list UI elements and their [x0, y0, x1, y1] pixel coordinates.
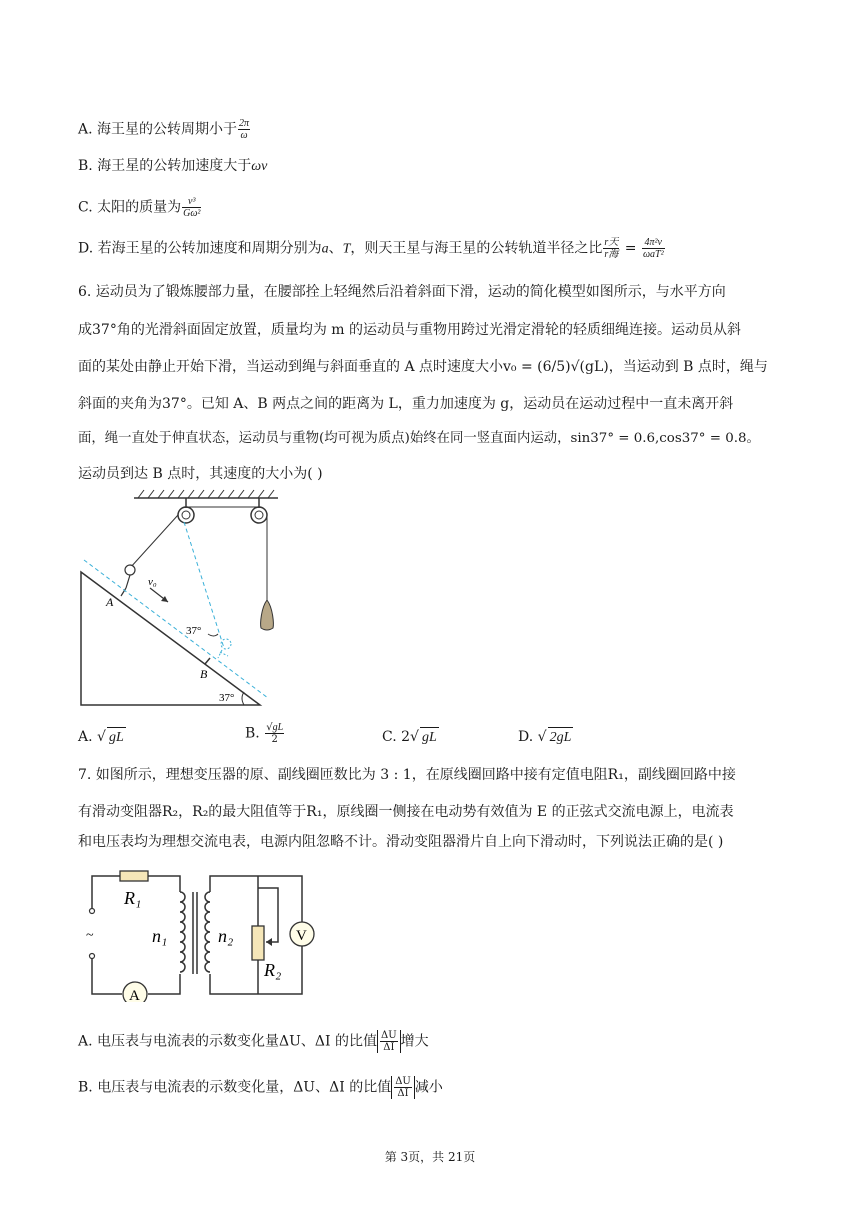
- q7-line-2: 有滑动变阻器R₂，R₂的最大阻值等于R₁，原线圈一侧接在电动势有效值为 E 的正弦式交流电源上，电流表: [78, 804, 734, 820]
- q5-option-d: [78, 237, 666, 260]
- q7-option-a: [78, 1030, 429, 1053]
- label-ammeter: A: [129, 988, 140, 1002]
- label-angle-rope: 37°: [186, 625, 202, 637]
- frac-den: ΔI: [397, 1088, 409, 1099]
- option-radicand: gL: [107, 727, 126, 748]
- q7-circuit-figure: [78, 862, 338, 1002]
- q7-option-b: [78, 1076, 443, 1099]
- frac-num: ΔU: [395, 1076, 411, 1087]
- q6-option-d: D. √ 2gL: [518, 727, 573, 748]
- option-key: D.: [518, 729, 534, 745]
- separator: 、: [328, 240, 343, 257]
- q6-option-a: A. √ gL: [78, 727, 126, 748]
- frac-den: ωaT²: [642, 249, 664, 260]
- q5-option-c: [78, 196, 202, 219]
- q6-option-b: [245, 722, 285, 745]
- option-coefficient: 2: [401, 729, 411, 745]
- q5-option-a-text: A. 海王星的公转周期小于: [78, 121, 238, 138]
- frac-den: r海: [604, 249, 619, 260]
- label-voltmeter: V: [296, 928, 307, 944]
- q6-line-4: 斜面的夹角为37°。已知 A、B 两点之间的距离为 L，重力加速度为 g，运动员在运动过程中一直未离开斜: [78, 396, 734, 412]
- q5-option-a: [78, 118, 251, 141]
- q7-option-b-text: B. 电压表与电流表的示数变化量，ΔU、ΔI 的比值: [78, 1079, 392, 1096]
- frac-den: Gω²: [183, 208, 201, 219]
- frac-num: 2π: [239, 118, 250, 129]
- frac-den: ΔI: [383, 1042, 395, 1053]
- frac-num: 4π²v: [642, 237, 665, 249]
- q7-option-a-tail: 增大: [400, 1033, 429, 1050]
- q6-line-3: 面的某处由静止开始下滑，当运动到绳与斜面垂直的 A 点时速度大小v₀ = (6/5)√(gL)，当运动到 B 点时，绳与: [78, 359, 768, 375]
- frac-den: 2: [271, 734, 278, 745]
- frac-num: v³: [182, 196, 201, 208]
- ratio-rhs: [642, 237, 665, 260]
- q5-option-c-fraction: [182, 196, 201, 219]
- q7-line-1: 7. 如图所示，理想变压器的原、副线圈匝数比为 3 : 1，在原线圈回路中接有定值电阻R₁，副线圈回路中接: [78, 767, 736, 783]
- option-radicand: gL: [420, 727, 439, 748]
- label-angle-incline: 37°: [219, 692, 235, 704]
- option-b-fraction: $\frac{√gL}{2}$: [266, 722, 284, 745]
- label-n1: n₁: [152, 926, 168, 946]
- q6-line-2: 成37°角的光滑斜面固定放置，质量均为 m 的运动员与重物用跨过光滑定滑轮的轻质细绳连接。运动员从斜: [78, 322, 741, 338]
- symbol-t: T: [342, 241, 351, 257]
- q7-option-b-tail: 减小: [414, 1079, 443, 1096]
- label-r1: R₁: [124, 888, 142, 908]
- option-key: A.: [78, 729, 93, 745]
- q7-option-b-fraction: [394, 1076, 412, 1099]
- q5-option-c-text: C. 太阳的质量为: [78, 199, 182, 216]
- q5-option-a-fraction: [238, 118, 250, 141]
- q5-option-b-expr: ωv: [251, 159, 268, 174]
- label-r2: R₂: [264, 960, 282, 980]
- q6-line-6: 运动员到达 B 点时，其速度的大小为( ): [78, 466, 323, 482]
- label-a: A: [106, 595, 114, 609]
- q6-line-1: 6. 运动员为了锻炼腰部力量，在腰部拴上轻绳然后沿着斜面下滑，运动的简化模型如图所示，与水平方向: [78, 284, 726, 300]
- symbol-a: a: [321, 241, 329, 257]
- frac-num: r天: [604, 237, 619, 248]
- frac-num: ΔU: [381, 1030, 397, 1041]
- label-b: B: [200, 667, 208, 681]
- option-radicand: 2gL: [548, 727, 574, 748]
- option-key: C.: [382, 729, 397, 745]
- label-v0: v₀: [148, 576, 157, 588]
- q6-option-c: C. 2√ gL: [382, 727, 439, 748]
- frac-den: ω: [240, 130, 248, 141]
- q5-option-b: [78, 156, 267, 177]
- q5-option-b-text: B. 海王星的公转加速度大于: [78, 158, 252, 174]
- label-ac-source: ~: [86, 928, 94, 943]
- q5-option-d-mid: ，则天王星与海王星的公转轨道半径之比: [350, 240, 603, 257]
- option-key: B.: [245, 725, 260, 742]
- page-footer: 第 3页，共 21页: [384, 1150, 476, 1164]
- frac-num: gL: [272, 722, 284, 733]
- q7-option-a-text: A. 电压表与电流表的示数变化量ΔU、ΔI 的比值: [78, 1033, 378, 1050]
- equals: =: [624, 240, 637, 257]
- label-n2: n₂: [218, 926, 234, 946]
- q6-incline-figure: [78, 488, 298, 714]
- q6-line-5: 面，绳一直处于伸直状态，运动员与重物(均可视为质点)始终在同一竖直面内运动，sin37° = 0.6,cos37° = 0.8。: [78, 431, 760, 446]
- radius-ratio: [603, 237, 619, 260]
- q7-option-a-fraction: [380, 1030, 398, 1053]
- q5-option-d-text: D. 若海王星的公转加速度和周期分别为: [78, 240, 322, 257]
- q7-line-3: 和电压表均为理想交流电表，电源内阻忽略不计。滑动变阻器滑片自上向下滑动时，下列说法正确的是( ): [78, 834, 724, 850]
